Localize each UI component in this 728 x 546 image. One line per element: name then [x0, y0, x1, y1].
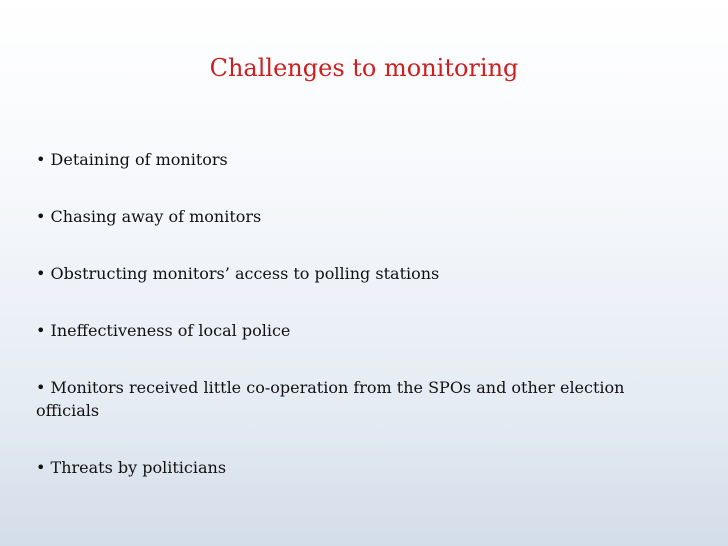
bullet-item-3: • Obstructing monitors’ access to polling stations: [36, 264, 440, 283]
bullet-item-6: • Threats by politicians: [36, 458, 227, 477]
bullet-item-1: • Detaining of monitors: [36, 150, 228, 169]
slide-title: Challenges to monitoring: [209, 54, 519, 82]
bullet-list: [36, 148, 686, 513]
bullet-item-5: • Monitors received little co-operation from the SPOs and other election officials: [36, 378, 625, 420]
bullet-item-4: • Ineffectiveness of local police: [36, 321, 291, 340]
bullet-item-2: • Chasing away of monitors: [36, 207, 262, 226]
